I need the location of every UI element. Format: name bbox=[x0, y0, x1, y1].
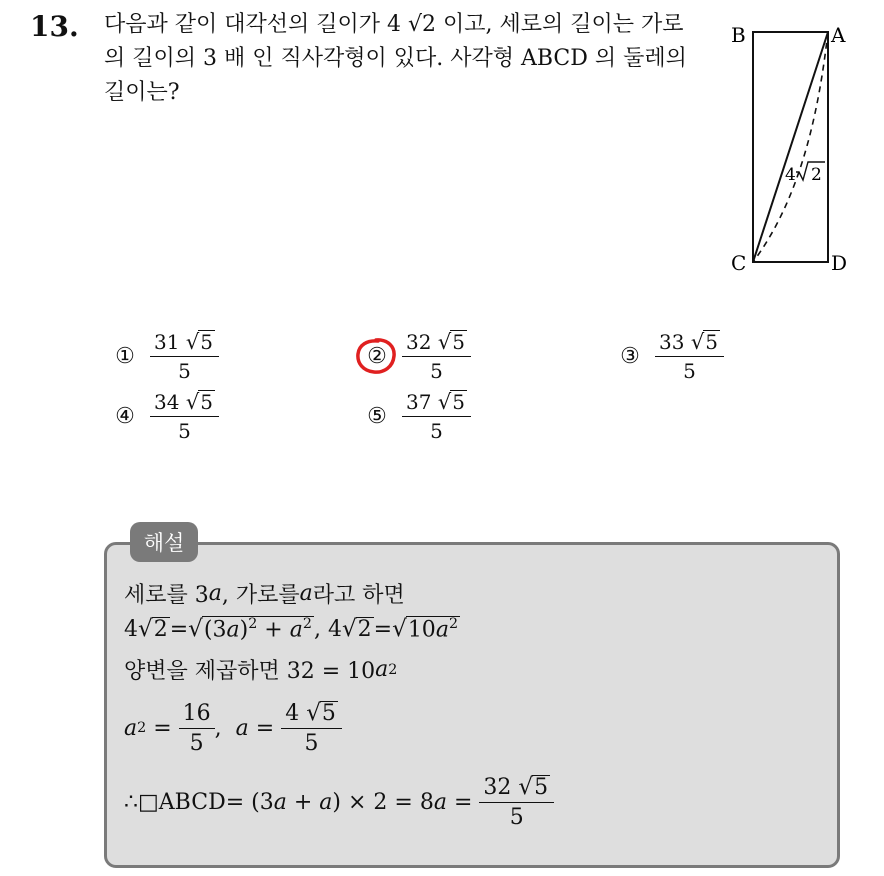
choice-1-fraction: $\frac{31 √5}{5}$ bbox=[150, 330, 219, 383]
choice-2-fraction: $\frac{32 √5}{5}$ bbox=[402, 330, 471, 383]
square-icon: □ABCD bbox=[138, 789, 226, 815]
choice-5[interactable] bbox=[364, 390, 471, 443]
choice-5-fraction: $\frac{37 √5}{5}$ bbox=[402, 390, 471, 443]
label-D: D bbox=[831, 251, 848, 275]
choice-2[interactable] bbox=[364, 330, 471, 383]
solution-tab: 해설 bbox=[130, 522, 198, 562]
choice-2-marker: ② bbox=[364, 344, 390, 369]
diagonal-label-rad: 2 bbox=[811, 165, 822, 185]
choice-1[interactable] bbox=[112, 330, 219, 383]
solution-line-3: 양변을 제곱하면 32 = 10 a 2 bbox=[124, 657, 398, 684]
choice-3[interactable] bbox=[617, 330, 724, 383]
choice-4-fraction: $\frac{34 √5}{5}$ bbox=[150, 390, 219, 443]
choice-4-marker: ④ bbox=[115, 404, 135, 429]
label-C: C bbox=[731, 251, 747, 275]
solution-conclusion: ∴ □ABCD = (3a + a) × 2 = 8a = $\frac{32 √5}{5}$ bbox=[124, 774, 554, 830]
choice-3-fraction: $\frac{33 √5}{5}$ bbox=[655, 330, 724, 383]
label-A: A bbox=[831, 23, 846, 47]
choice-5-marker: ⑤ bbox=[367, 404, 387, 429]
question-text: 다음과 같이 대각선의 길이가 4 √2 이고, 세로의 길이는 가로의 길이의 3 배 인 직사각형이 있다. 사각형 ABCD 의 둘레의 길이는? bbox=[104, 12, 687, 105]
rectangle-figure bbox=[725, 20, 855, 280]
solution-line-1: 세로를 3 a , 가로를 a 라고 하면 bbox=[124, 581, 405, 608]
solution-line-4: a 2 = $\frac{16}{5}$ , a = $\frac{4 √5}{5}$ bbox=[124, 700, 342, 756]
question-number: 13. bbox=[30, 10, 79, 43]
final-answer-fraction: $\frac{32 √5}{5}$ bbox=[479, 774, 554, 830]
choice-3-marker: ③ bbox=[620, 344, 640, 369]
label-B: B bbox=[731, 23, 746, 47]
diagonal-label-coef: 4 bbox=[785, 165, 796, 185]
choice-1-marker: ① bbox=[115, 344, 135, 369]
solution-line-2: 4 √ 2 = √ $(3a)^2 + a^2$ , 4 √ 2 = √ $10a^2$ bbox=[124, 616, 459, 643]
choice-4[interactable] bbox=[112, 390, 219, 443]
